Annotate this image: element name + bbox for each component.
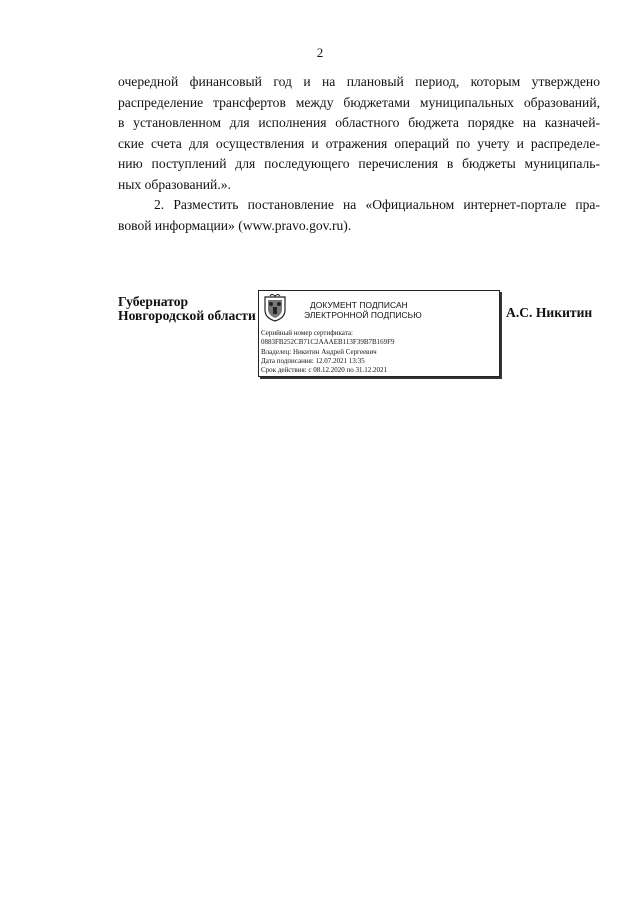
body-line: очередной финансовый год и на плановый период, которым утверждено	[118, 74, 600, 89]
sign-date: Дата подписания: 12.07.2021 13:35	[261, 356, 365, 365]
position-line: Губернатор	[118, 294, 189, 309]
serial-label: Серийный номер сертификата:	[261, 329, 353, 337]
signatory-position	[118, 295, 256, 323]
body-line: распределение трансфертов между бюджетами муниципальных образований,	[118, 94, 600, 110]
validity-period: Срок действия: с 08.12.2020 по 31.12.2021	[261, 366, 387, 375]
stamp-title-line: ЭЛЕКТРОННОЙ ПОДПИСЬЮ	[304, 310, 422, 320]
body-line: вовой информации» (www.pravo.gov.ru).	[118, 217, 352, 233]
body-line: ские счета для осуществления и отражения операций по учету и распределе-	[118, 135, 600, 151]
coat-of-arms-icon	[262, 294, 288, 322]
page-number: 2	[316, 45, 324, 60]
stamp-title-line: ДОКУМЕНТ ПОДПИСАН	[310, 300, 408, 310]
body-line: нию поступлений для последующего перечисления в бюджеты муниципаль-	[118, 156, 600, 171]
body-line: в установленном для исполнения областного бюджета порядке на казначей-	[118, 115, 600, 130]
document-body	[118, 72, 600, 236]
stamp-title	[304, 300, 499, 320]
serial-value: 0883FB252CB71C2AAAEB113F39B7B169F9	[261, 338, 395, 347]
certificate-owner: Владелец: Никитин Андрей Сергеевич	[261, 347, 377, 356]
body-line: ных образований.».	[118, 176, 231, 192]
electronic-signature-stamp	[258, 290, 500, 377]
position-line: Новгородской области	[118, 308, 256, 323]
signatory-name: А.С. Никитин	[506, 305, 593, 320]
stamp-details	[261, 329, 495, 375]
body-line-paragraph-2: 2. Разместить постановление на «Официальном интернет-портале пра-	[154, 197, 600, 212]
